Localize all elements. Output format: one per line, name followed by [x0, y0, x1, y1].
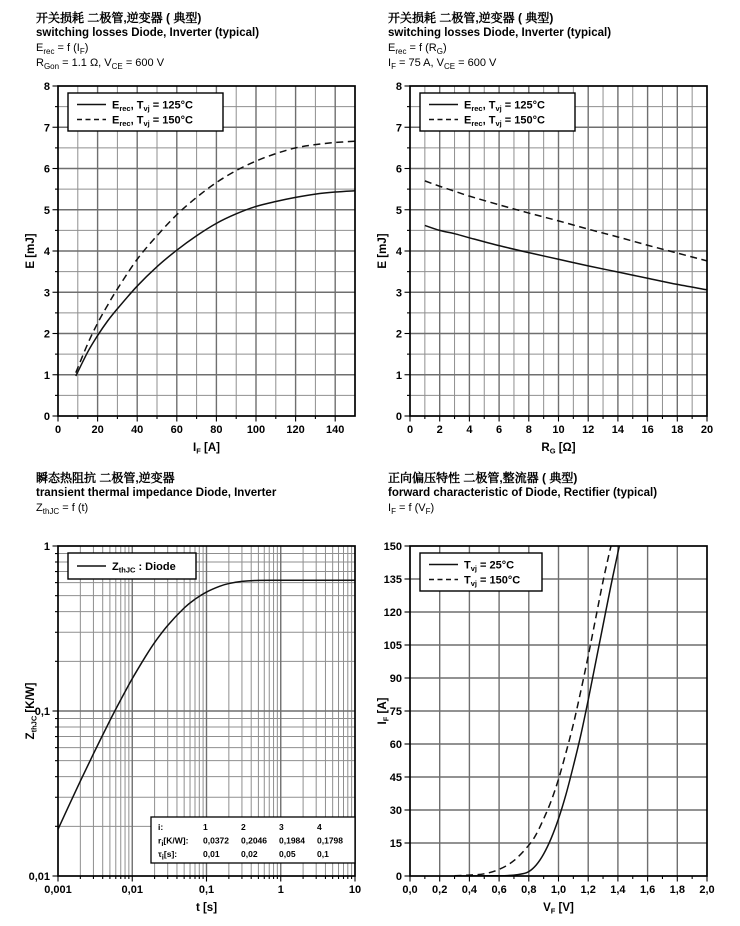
- x-tick-label: 1,6: [639, 884, 656, 896]
- x-tick-label: 100: [246, 424, 266, 436]
- x-tick-label: 0,01: [121, 884, 143, 896]
- y-tick-label: 7: [43, 122, 50, 135]
- x-tick-label: 16: [641, 424, 654, 436]
- y-axis-title: E [mJ]: [377, 233, 389, 269]
- x-tick-label: 1,8: [669, 884, 685, 896]
- x-tick-label: 140: [326, 424, 345, 436]
- table-cell: 2: [241, 822, 246, 832]
- axis-ticks: [405, 546, 708, 882]
- curve-erec-tvj-125c: [425, 225, 707, 289]
- table-cell: 0,01: [203, 849, 220, 859]
- axis-ticks: [53, 86, 336, 422]
- chart-block-forward-characteristic: [370, 466, 722, 926]
- chart-condition: $Z_{thJC} = f$ (t): [36, 502, 89, 517]
- legend-label: $E_{rec}$, $T_{vj} = 125^\circ C$: [464, 99, 545, 113]
- y-tick-label: 8: [395, 81, 402, 93]
- chart-canvas-erec-vs-if: [18, 78, 370, 466]
- grid: [58, 86, 355, 416]
- y-tick-label: 150: [383, 541, 402, 553]
- x-tick-label: 10: [552, 424, 565, 436]
- x-tick-label: 0,001: [44, 884, 72, 896]
- chart-title-block: [388, 6, 722, 78]
- x-tick-label: 0,4: [461, 884, 478, 896]
- grid: [410, 86, 707, 416]
- table-cell: 4: [317, 822, 322, 832]
- chart-canvas-zthjc: [18, 538, 370, 926]
- x-tick-label: 0,1: [198, 884, 215, 896]
- table-cell: 0,0372: [203, 835, 229, 846]
- curve-erec-tvj-150c: [425, 181, 707, 261]
- y-tick-label: 1: [43, 369, 50, 382]
- x-tick-label: 1,4: [610, 884, 626, 896]
- y-tick-label: 75: [389, 706, 402, 718]
- table-cell: 0,02: [241, 849, 258, 859]
- x-tick-label: 1,2: [580, 884, 596, 896]
- y-tick-label: 0: [395, 871, 402, 883]
- legend-label: $T_{vj} = 150^\circ C$: [464, 574, 521, 588]
- legend-label: $Z_{thJC}$ : Diode: [112, 560, 176, 575]
- table-cell: 0,1798: [317, 835, 343, 846]
- y-axis-title: $I_F$ [A]: [377, 697, 391, 725]
- x-tick-label: 14: [611, 424, 625, 436]
- x-tick-label: 0: [54, 424, 62, 436]
- x-tick-label: 60: [170, 424, 183, 436]
- axis-ticks: [405, 86, 708, 422]
- grid: [410, 546, 707, 876]
- series-group: [425, 181, 707, 290]
- y-tick-label: 0: [395, 411, 402, 423]
- y-tick-label: 4: [43, 246, 50, 258]
- y-tick-label: 5: [43, 204, 50, 217]
- y-tick-label: 7: [395, 122, 402, 135]
- chart-block-erec-vs-if: [18, 6, 370, 466]
- y-tick-label: 60: [389, 739, 402, 751]
- y-tick-label: 3: [43, 287, 50, 300]
- tick-labels: [44, 81, 345, 436]
- chart-title-block: [36, 6, 370, 78]
- x-tick-label: 1: [277, 884, 284, 896]
- table-row-label: τi[s]:: [158, 849, 178, 862]
- x-tick-label: 4: [466, 424, 473, 436]
- y-tick-label: 6: [395, 163, 402, 176]
- chart-condition: $I_F = 75$ A, $V_{CE} = 600$ V: [388, 57, 497, 72]
- chart-title-block: [388, 466, 722, 538]
- chart-title-en: switching losses Diode, Inverter (typical): [388, 27, 612, 39]
- y-tick-label: 6: [43, 163, 50, 176]
- y-tick-label: 30: [389, 805, 402, 817]
- y-tick-label: 1: [395, 369, 402, 382]
- x-tick-label: 2: [436, 424, 443, 436]
- table-row-label: i:: [158, 822, 164, 832]
- y-axis-title: E [mJ]: [25, 233, 37, 269]
- x-axis-title: $V_F$ [V]: [543, 902, 574, 916]
- y-tick-label: 2: [395, 328, 402, 341]
- y-tick-label: 4: [395, 246, 402, 258]
- y-tick-label: 8: [43, 81, 50, 93]
- x-tick-label: 80: [210, 424, 223, 436]
- y-tick-label: 45: [389, 772, 402, 784]
- x-tick-label: 20: [700, 424, 714, 436]
- x-tick-label: 6: [496, 424, 503, 436]
- x-tick-label: 2,0: [699, 884, 715, 896]
- y-tick-label: 105: [383, 640, 402, 652]
- y-tick-label: 0,01: [28, 871, 50, 883]
- chart-condition: $I_F = f$ $(V_F)$: [388, 502, 435, 517]
- chart-title-en: switching losses Diode, Inverter (typical): [36, 27, 260, 39]
- x-tick-label: 20: [91, 424, 104, 436]
- x-tick-label: 0: [406, 424, 414, 436]
- x-tick-label: 8: [525, 424, 532, 436]
- chart-grid: [18, 6, 722, 926]
- chart-title-cn: 正向偏压特性 二极管,整流器 ( 典型): [388, 471, 578, 485]
- chart-block-erec-vs-rg: [370, 6, 722, 466]
- chart-title-en: forward characteristic of Diode, Rectifier (typical): [388, 487, 658, 499]
- chart-title-cn: 开关损耗 二极管,逆变器 ( 典型): [36, 11, 202, 25]
- x-tick-label: 1,0: [550, 884, 567, 896]
- y-tick-label: 1: [43, 541, 50, 553]
- legend-label: $T_{vj} = 25^\circ C$: [464, 559, 515, 573]
- y-tick-label: 120: [383, 607, 402, 619]
- chart-condition: $E_{rec} = f$ $(I_F)$: [36, 42, 89, 57]
- table-cell: 0,1984: [279, 835, 305, 846]
- chart-condition: $E_{rec} = f$ $(R_G)$: [388, 42, 447, 57]
- chart-canvas-erec-vs-rg: [370, 78, 722, 466]
- y-tick-label: 90: [389, 673, 402, 685]
- y-axis-title: $Z_{thJC}$ [K/W]: [25, 682, 39, 740]
- legend-label: $E_{rec}$, $T_{vj} = 150^\circ C$: [112, 114, 193, 128]
- x-tick-label: 0,2: [432, 884, 448, 896]
- x-tick-label: 0,0: [402, 884, 418, 896]
- x-tick-label: 40: [131, 424, 144, 436]
- x-tick-label: 0,8: [521, 884, 537, 896]
- y-tick-label: 15: [389, 838, 402, 850]
- x-tick-label: 0,6: [491, 884, 507, 896]
- x-tick-label: 12: [582, 424, 595, 436]
- table-cell: 1: [203, 822, 208, 832]
- x-tick-label: 18: [671, 424, 684, 436]
- chart-canvas-forward-characteristic: [370, 538, 722, 926]
- y-tick-label: 2: [43, 328, 50, 341]
- x-axis-title: $R_G$ [Ω]: [541, 442, 576, 456]
- x-axis-title: $I_F$ [A]: [193, 442, 220, 456]
- chart-title-cn: 瞬态热阻抗 二极管,逆变器: [36, 471, 175, 485]
- legend-label: $E_{rec}$, $T_{vj} = 150^\circ C$: [464, 114, 545, 128]
- y-tick-label: 135: [383, 574, 402, 586]
- y-tick-label: 5: [395, 204, 402, 217]
- y-tick-label: 0,1: [34, 706, 50, 718]
- table-cell: 0,1: [317, 849, 329, 859]
- x-tick-label: 10: [348, 884, 362, 896]
- chart-condition: $R_{Gon} = 1.1$ Ω, $V_{CE} = 600$ V: [36, 57, 165, 72]
- chart-title-cn: 开关损耗 二极管,逆变器 ( 典型): [388, 11, 554, 25]
- table-cell: 3: [279, 822, 284, 832]
- table-cell: 0,05: [279, 849, 296, 859]
- table-row-label: ri[K/W]:: [158, 835, 189, 849]
- table-cell: 0,2046: [241, 835, 267, 846]
- chart-block-zthjc: [18, 466, 370, 926]
- chart-title-block: [36, 466, 370, 538]
- legend-label: $E_{rec}$, $T_{vj} = 125^\circ C$: [112, 99, 193, 113]
- x-axis-title: t [s]: [195, 902, 218, 914]
- x-tick-label: 120: [286, 424, 305, 436]
- y-tick-label: 3: [395, 287, 402, 300]
- y-tick-label: 0: [43, 411, 50, 423]
- chart-title-en: transient thermal impedance Diode, Inverter: [36, 487, 277, 499]
